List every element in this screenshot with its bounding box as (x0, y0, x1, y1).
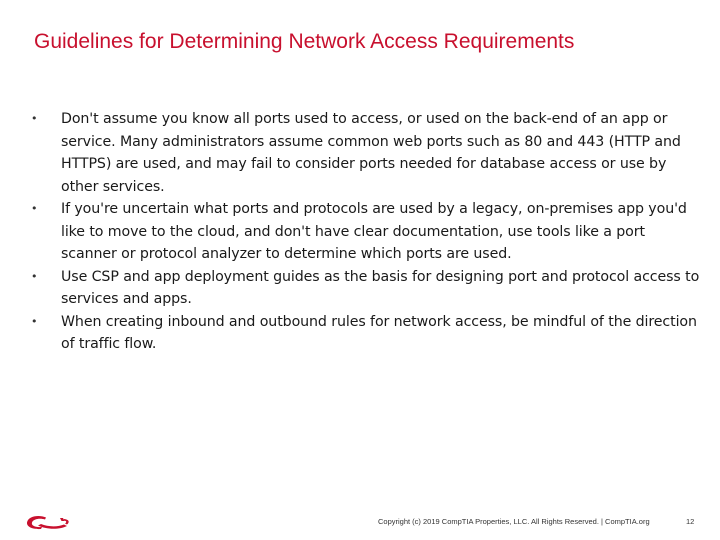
bullet-dot-icon: • (31, 112, 38, 125)
bullet-text: When creating inbound and outbound rules for network access, be mindful of the direction of traffic flow. (61, 313, 697, 352)
bullet-text: Use CSP and app deployment guides as the basis for designing port and protocol access to services and apps. (61, 268, 700, 307)
bullet-item (0, 108, 720, 198)
bullet-item (0, 311, 720, 356)
bullet-list (0, 108, 720, 356)
bullet-item (0, 198, 720, 266)
bullet-dot-icon: • (31, 314, 38, 328)
bullet-dot-icon: • (31, 202, 38, 215)
bullet-dot-icon: • (31, 269, 38, 283)
bullet-text: Don't assume you know all ports used to access, or used on the back-end of an app or service. Many administrators assume common web ports such as 80 and 443 (HTTP and HTTPS) are used, and may fail to consider ports needed for database access or use by other services. (61, 111, 681, 195)
footer-copyright: Copyright (c) 2019 CompTIA Properties, LLC. All Rights Reserved. | CompTIA.org (378, 517, 650, 526)
slide-title: Guidelines for Determining Network Access Requirements (34, 30, 575, 53)
page-number: 12 (686, 517, 695, 526)
comptia-logo-icon (24, 513, 72, 533)
bullet-text: If you're uncertain what ports and protocols are used by a legacy, on-premises app you'd like to move to the cloud, and don't have clear documentation, use tools like a port scanner or protocol analyzer to determine which ports are used. (61, 201, 687, 262)
bullet-item (0, 266, 720, 311)
